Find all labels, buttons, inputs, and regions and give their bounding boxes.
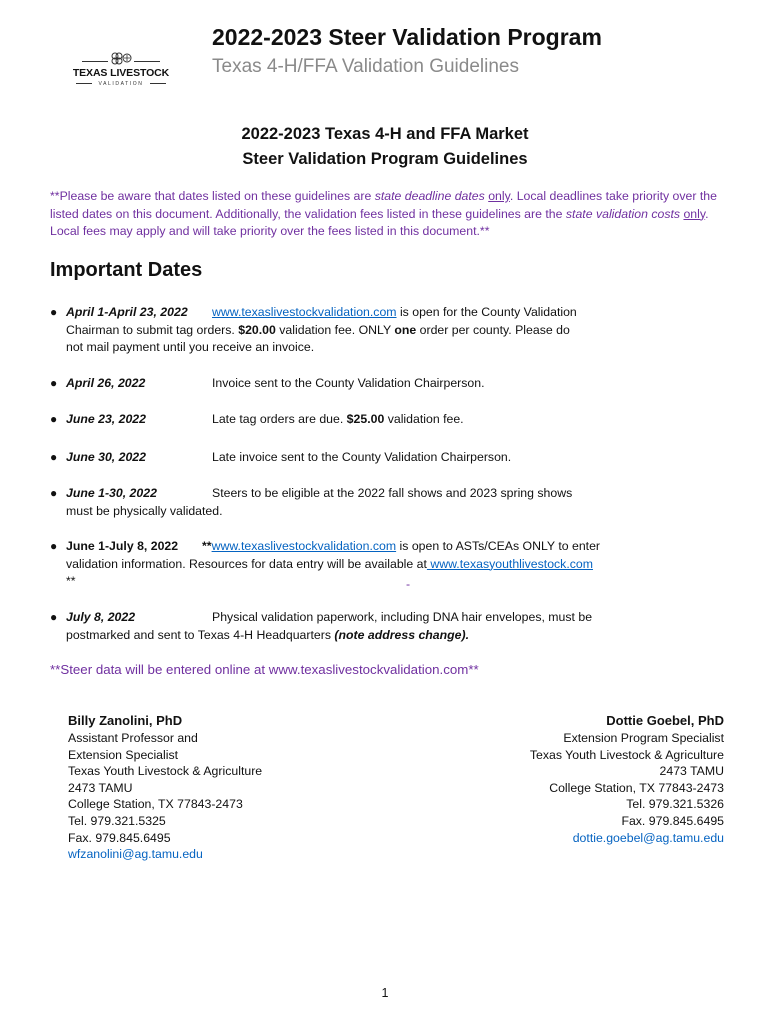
date-description-line3: ** [66, 574, 76, 588]
date-description [212, 411, 464, 429]
contact-line: Tel. 979.321.5326 [626, 797, 724, 812]
contact-line: Tel. 979.321.5325 [68, 813, 166, 828]
header-title: 2022-2023 Steer Validation Program [212, 24, 602, 50]
contact-line: Fax. 979.845.6495 [621, 813, 724, 828]
page-number: 1 [381, 986, 389, 1000]
bullet-icon: ● [50, 376, 58, 390]
date-description: Invoice sent to the County Validation Chairperson. [212, 376, 485, 390]
contact-line: Texas Youth Livestock & Agriculture [529, 747, 724, 762]
date-description-line2: must be physically validated. [66, 503, 223, 518]
logo-subtext: VALIDATION [98, 81, 144, 87]
important-dates-heading: Important Dates [50, 259, 203, 281]
contact-email-link[interactable]: dottie.goebel@ag.tamu.edu [572, 830, 724, 845]
date-description: Late invoice sent to the County Validation Chairperson. [212, 450, 512, 464]
date-description: Physical validation paperwork, including DNA hair envelopes, must be [212, 610, 593, 624]
date-text: validation fee. ONLY [275, 322, 395, 337]
date-text: is open to ASTs/CEAs ONLY to enter [396, 539, 601, 553]
document-title-line2: Steer Validation Program Guidelines [242, 150, 528, 168]
date-text: order per county. Please do [416, 322, 570, 337]
logo-rule-left [82, 61, 108, 62]
validation-site-link[interactable]: www.texaslivestockvalidation.com [212, 305, 397, 319]
notice-underline: only [683, 206, 706, 221]
contact-name: Billy Zanolini, PhD [68, 713, 183, 728]
date-label: July 8, 2022 [66, 610, 136, 624]
clover-emblem-icon [110, 52, 132, 66]
notice-text: **Please be aware that dates listed on these guidelines are [50, 189, 375, 203]
date-text: Late tag orders are due. [212, 412, 347, 426]
contact-line: 2473 TAMU [68, 780, 133, 795]
date-description: Steers to be eligible at the 2022 fall shows and 2023 spring shows [212, 486, 573, 500]
notice-text: . Local deadlines take priority over the listed dates on this document. Additionally, the validation fees listed in these guidelines are the [50, 189, 717, 221]
date-description-line2 [66, 322, 570, 340]
date-label: June 30, 2022 [66, 450, 146, 464]
validation-site-link[interactable]: www.texaslivestockvalidation.com [211, 539, 397, 553]
bullet-icon: ● [50, 305, 58, 319]
date-description [202, 538, 600, 556]
emphasis-text: one [394, 322, 417, 337]
notice-text: . Local fees may apply and will take priority over the fees listed in this document.** [50, 206, 709, 238]
document-title-line1: 2022-2023 Texas 4-H and FFA Market [241, 125, 529, 143]
date-text: postmarked and sent to Texas 4-H Headquarters [66, 627, 335, 642]
date-text: is open for the County Validation [396, 305, 577, 319]
date-label: June 23, 2022 [66, 412, 146, 426]
fee-amount: $20.00 [238, 322, 276, 337]
bullet-icon: ● [50, 610, 58, 624]
document-title [0, 122, 770, 172]
date-description-line2 [66, 556, 593, 574]
date-label: April 1-April 23, 2022 [66, 305, 188, 319]
contact-line: Texas Youth Livestock & Agriculture [68, 764, 263, 779]
date-text: validation information. Resources for data entry will be available at [66, 556, 427, 571]
contact-email-link[interactable]: wfzanolini@ag.tamu.edu [68, 847, 203, 862]
asterisk-marker: ** [202, 539, 212, 553]
date-description [212, 304, 577, 322]
notice-emphasis: state deadline dates [374, 189, 485, 203]
steer-data-note: **Steer data will be entered online at www.texaslivestockvalidation.com** [50, 662, 479, 677]
bullet-icon: ● [50, 486, 58, 500]
logo-text: TEXAS LIVESTOCK [72, 67, 170, 79]
bullet-icon: ● [50, 412, 58, 426]
contact-block-right [530, 712, 724, 846]
contact-line: College Station, TX 77843-2473 [549, 780, 724, 795]
notice-underline: only [488, 189, 510, 203]
contact-line: Fax. 979.845.6495 [68, 830, 171, 845]
address-change-note: (note address change). [334, 627, 470, 642]
logo-rule-bottom-right [150, 83, 166, 84]
contact-line: 2473 TAMU [659, 764, 724, 779]
contact-line: Extension Program Specialist [563, 731, 724, 745]
bullet-icon: ● [50, 539, 58, 553]
contact-line: Extension Specialist [68, 747, 179, 762]
date-text: validation fee. [384, 412, 464, 426]
contact-line: College Station, TX 77843-2473 [68, 797, 243, 812]
date-label: April 26, 2022 [66, 376, 146, 390]
contact-name: Dottie Goebel, PhD [606, 713, 724, 728]
contact-line: Assistant Professor and [68, 731, 198, 745]
header-subtitle: Texas 4-H/FFA Validation Guidelines [212, 56, 519, 77]
date-text: Chairman to submit tag orders. [66, 322, 239, 337]
bullet-icon: ● [50, 450, 58, 464]
contact-block-left [68, 712, 262, 863]
notice-emphasis: state validation costs [565, 206, 681, 221]
date-label: June 1-July 8, 2022 [66, 539, 179, 553]
date-description-line3: not mail payment until you receive an invoice. [66, 340, 315, 354]
date-description-line2 [66, 627, 469, 645]
date-label: June 1-30, 2022 [66, 486, 157, 500]
fee-amount: $25.00 [346, 412, 385, 426]
purple-dash-mark: - [406, 577, 411, 591]
logo-rule-right [134, 61, 160, 62]
deadline-notice [50, 188, 730, 241]
texas-livestock-validation-logo [72, 50, 170, 92]
youth-livestock-link[interactable]: www.texasyouthlivestock.com [426, 556, 593, 571]
